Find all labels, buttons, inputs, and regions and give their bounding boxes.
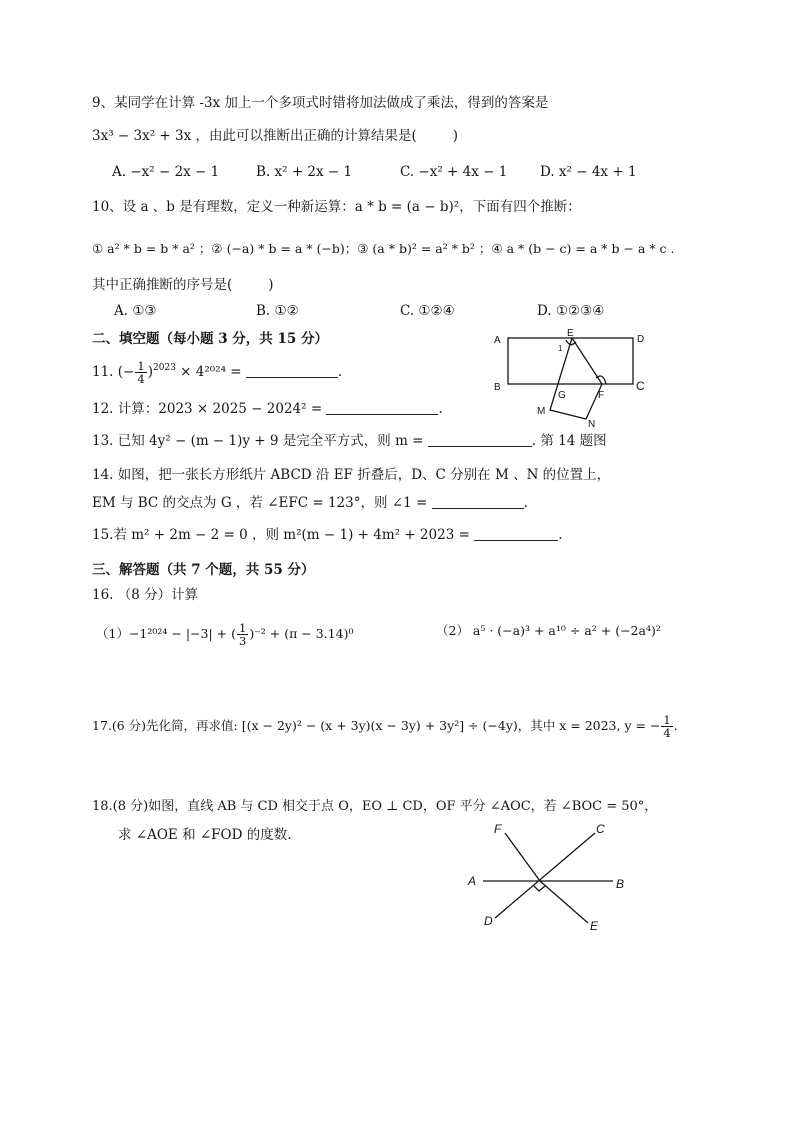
q11-number: 11. bbox=[92, 364, 114, 380]
q11-fraction: $\frac{1}{4}$ bbox=[137, 359, 145, 386]
q15-answer-blank[interactable] bbox=[474, 528, 558, 541]
q12-answer-blank[interactable] bbox=[326, 402, 438, 415]
label-1: 1 bbox=[558, 344, 563, 353]
q14-answer-blank[interactable] bbox=[432, 496, 524, 509]
q17-fraction: $\frac{1}{4}$ bbox=[663, 713, 671, 740]
q16-title: 16. （8 分）计算 bbox=[92, 587, 199, 603]
label-g: G bbox=[558, 390, 566, 401]
q18-line2: 求 ∠AOE 和 ∠FOD 的度数. bbox=[118, 827, 292, 843]
q9-option-b: B. x² + 2x − 1 bbox=[256, 164, 353, 180]
label-e: E bbox=[590, 919, 599, 933]
q11-expression: × 4²⁰²⁴ = bbox=[180, 364, 242, 380]
q13-tail: . 第 14 题图 bbox=[531, 433, 607, 449]
q10-option-b: B. ①② bbox=[256, 303, 299, 319]
label-c: C bbox=[636, 379, 645, 393]
q10-stem: 其中正确推断的序号是( bbox=[92, 277, 233, 293]
q12: 12. 计算：2023 × 2025 − 2024² = . bbox=[92, 401, 443, 417]
q17 bbox=[92, 714, 678, 739]
q9-paren-close: ) bbox=[452, 128, 459, 144]
label-m: M bbox=[537, 406, 546, 417]
ray-oe bbox=[540, 881, 588, 923]
q11: 11. (− $\frac{1}{4}$ )$^{2023}$ × 4²⁰²⁴ = . bbox=[92, 359, 343, 386]
q16-part1 bbox=[96, 622, 353, 647]
q13-text: 13. 已知 4y² − (m − 1)y + 9 是完全平方式，则 m = bbox=[92, 433, 424, 449]
label-a: A bbox=[468, 874, 477, 888]
label-c: C bbox=[596, 822, 605, 836]
q16-part1-tail: )⁻² + (π − 3.14)⁰ bbox=[249, 626, 354, 641]
q10-option-d: D. ①②③④ bbox=[537, 303, 605, 319]
q9-line2 bbox=[92, 127, 458, 145]
q15: 15.若 m² + 2m − 2 = 0 ，则 m²(m − 1) + 4m² + 2023 = . bbox=[92, 527, 563, 543]
q9-option-d: D. x² − 4x + 1 bbox=[540, 164, 637, 180]
section3-title: 三、解答题（共 7 个题，共 55 分） bbox=[92, 562, 315, 578]
q18-line1: 18.(8 分)如图，直线 AB 与 CD 相交于点 O，EO ⊥ CD，OF 平分 ∠AOC，若 ∠BOC = 50°， bbox=[92, 799, 658, 814]
q18-figure bbox=[465, 818, 635, 936]
q17-text: 17.(6 分)先化简，再求值: [(x − 2y)² − (x + 3y)(x − 3y) + 3y²] ÷ (−4y)，其中 x = 2023, y = − bbox=[92, 718, 661, 733]
q9-option-c: C. −x² + 4x − 1 bbox=[400, 164, 508, 180]
label-b: B bbox=[494, 382, 501, 393]
label-n: N bbox=[588, 419, 596, 430]
q10-line3 bbox=[92, 276, 274, 294]
q11-answer-blank[interactable] bbox=[246, 365, 338, 378]
right-angle-mark bbox=[534, 886, 545, 891]
q12-text: 12. 计算：2023 × 2025 − 2024² = bbox=[92, 401, 323, 417]
q9-stem: 3x³ − 3x² + 3x ，由此可以推断出正确的计算结果是( bbox=[92, 128, 417, 144]
q14-line1: 14. 如图，把一张长方形纸片 ABCD 沿 EF 折叠后，D、C 分别在 M 、N 的位置上， bbox=[92, 467, 611, 483]
q9-line1: 9、某同学在计算 -3x 加上一个多项式时错将加法做成了乘法，得到的答案是 bbox=[92, 95, 549, 111]
q14-figure bbox=[488, 326, 658, 436]
q14-line2: EM 与 BC 的交点为 G ，若 ∠EFC = 123°，则 ∠1 = . bbox=[92, 495, 528, 511]
q10-option-c: C. ①②④ bbox=[400, 303, 455, 319]
label-f: F bbox=[598, 390, 605, 401]
q9-option-a: A. −x² − 2x − 1 bbox=[112, 164, 220, 180]
q16-part1-head: （1）−1²⁰²⁴ − |−3| + ( bbox=[96, 626, 236, 641]
q16-part2: （2） a⁵ · (−a)³ + a¹⁰ ÷ a² + (−2a⁴)² bbox=[436, 623, 661, 638]
label-e: E bbox=[567, 328, 574, 339]
q15-text: 15.若 m² + 2m − 2 = 0 ，则 m²(m − 1) + 4m² + 2023 = bbox=[92, 527, 470, 543]
q10-paren-close: ) bbox=[268, 277, 274, 293]
q10-inferences: ① a² * b = b * a² ；② (−a) * b = a * (−b)；③ (a * b)² = a² * b² ；④ a * (b − c) = a * b − a * c . bbox=[92, 241, 675, 256]
line-cd bbox=[495, 833, 595, 918]
label-f: F bbox=[494, 822, 502, 836]
q10-option-a: A. ①③ bbox=[114, 303, 157, 319]
q16-part1-fraction: $\frac{1}{3}$ bbox=[239, 621, 247, 648]
q17-end: . bbox=[673, 718, 678, 733]
label-d: D bbox=[637, 334, 645, 345]
q14-text: EM 与 BC 的交点为 G ，若 ∠EFC = 123°，则 ∠1 = bbox=[92, 495, 428, 511]
label-a: A bbox=[494, 335, 501, 346]
section2-title: 二、填空题（每小题 3 分，共 15 分） bbox=[92, 331, 328, 347]
label-d: D bbox=[484, 914, 493, 928]
q10-line1: 10、设 a 、b 是有理数，定义一种新运算：a * b = (a − b)²，下面有四个推断： bbox=[92, 199, 581, 215]
ray-of bbox=[505, 833, 540, 881]
label-b: B bbox=[616, 877, 625, 891]
